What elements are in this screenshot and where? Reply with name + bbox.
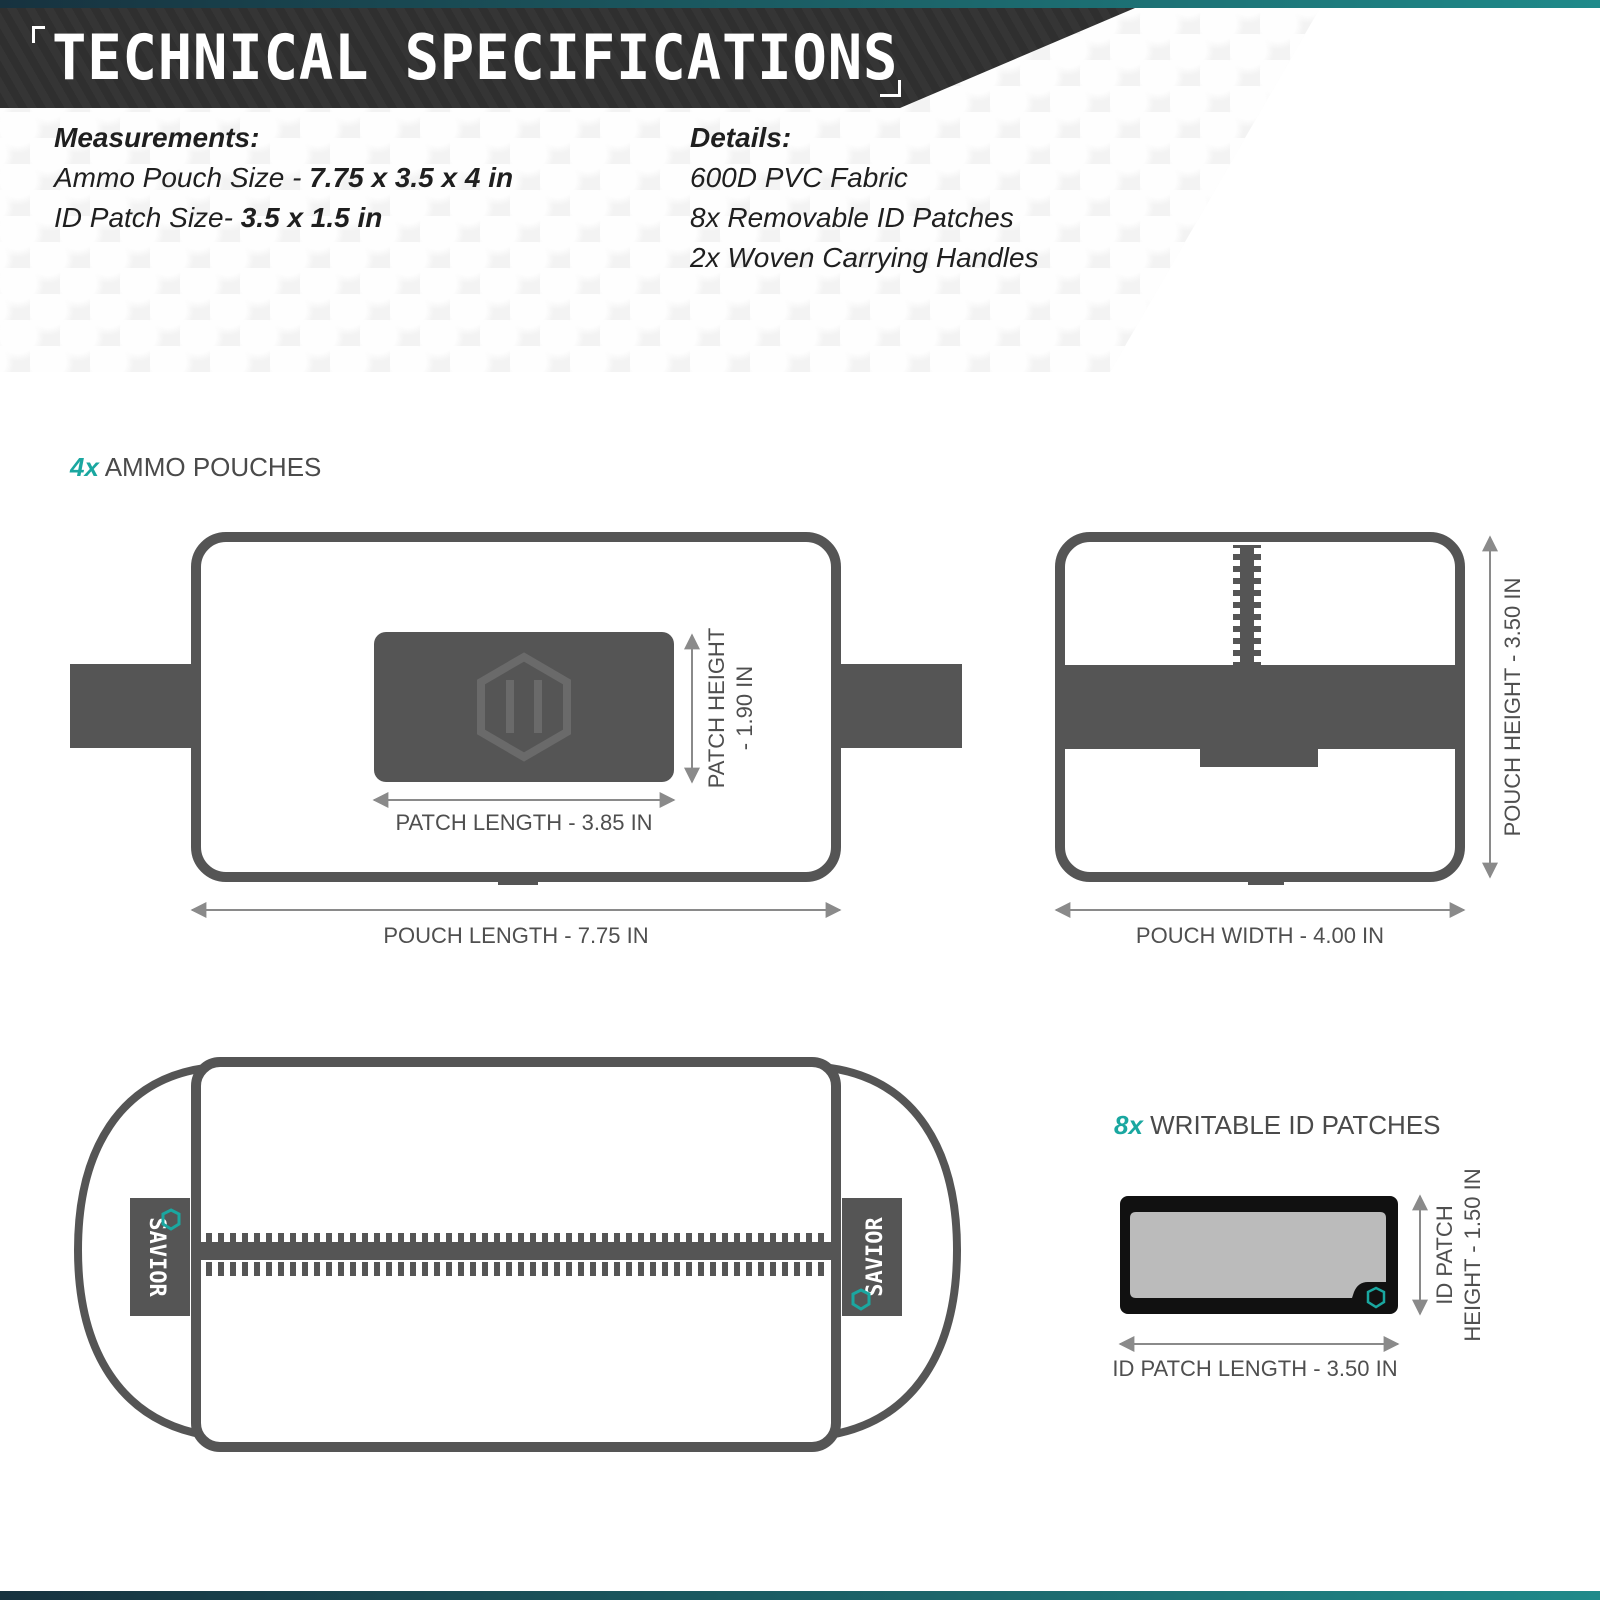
detail-item: 600D PVC Fabric [690,162,908,193]
page-title: TECHNICAL SPECIFICATIONS [52,21,899,94]
measurement-value: 7.75 x 3.5 x 4 in [309,162,514,193]
pouch-top-view [78,1062,957,1447]
pouches-qty: 4x [70,452,99,482]
pouch-height-label: POUCH HEIGHT - 3.50 IN [1500,577,1525,837]
brand-text-right: SAVIOR [863,1217,888,1297]
measurement-label: Ammo Pouch Size - [54,162,310,193]
zipper-teeth-vertical [1233,545,1261,667]
pouch-side-view [1056,537,1525,948]
pouches-label: AMMO POUCHES [98,452,322,482]
zipper-teeth-upper [204,1233,828,1247]
id-patch-view [1112,1168,1485,1381]
patch-height-label: PATCH HEIGHT [704,627,729,789]
right-strap [840,664,962,748]
patch-length-label: PATCH LENGTH - 3.85 IN [395,810,653,835]
patch-height-value: - 1.90 IN [732,665,757,751]
detail-item: 2x Woven Carrying Handles [690,242,1039,273]
pouch-tab [498,873,538,885]
pouch-length-label: POUCH LENGTH - 7.75 IN [383,923,649,948]
id-patch-length-label: ID PATCH LENGTH - 3.50 IN [1112,1356,1398,1381]
patches-qty: 8x [1114,1110,1143,1140]
details-heading: Details: [690,122,792,153]
measurement-value: 3.5 x 1.5 in [240,202,383,233]
zipper-teeth-lower [204,1262,828,1276]
left-strap [70,664,192,748]
brand-text-left: SAVIOR [144,1217,169,1297]
id-patch-height-label-1: ID PATCH [1432,1205,1457,1305]
pouch-width-label: POUCH WIDTH - 4.00 IN [1135,923,1385,948]
measurement-label: ID Patch Size- [54,202,241,233]
id-patch-writable-area [1130,1212,1386,1298]
detail-item: 8x Removable ID Patches [690,202,1014,233]
measurements-heading: Measurements: [54,122,260,153]
patches-label: WRITABLE ID PATCHES [1142,1110,1441,1140]
brand-tag-side [1200,749,1318,767]
pouch-front-view [70,537,962,948]
side-tab [1248,873,1284,885]
bottom-accent-bar [0,1591,1600,1600]
id-patch-height-label-2: HEIGHT - 1.50 IN [1460,1168,1485,1342]
side-strap [1064,665,1456,749]
